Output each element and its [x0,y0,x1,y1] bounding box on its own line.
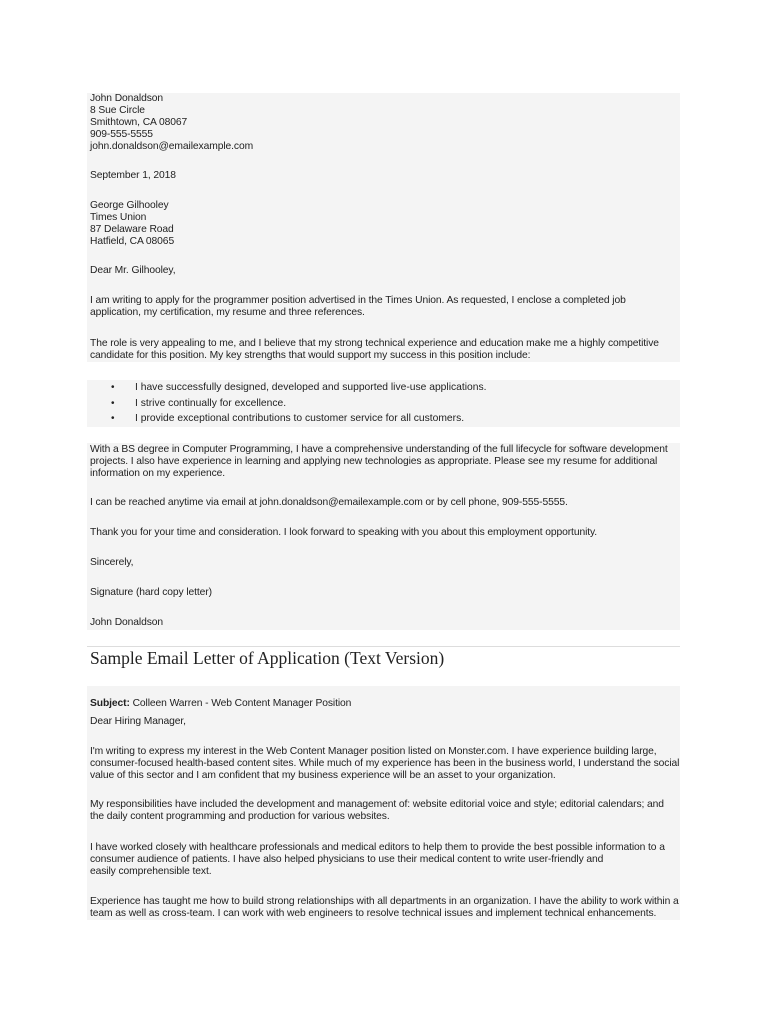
email-salutation: Dear Hiring Manager, [90,716,186,727]
sender-name: John Donaldson [90,617,164,628]
sender-address: John Donaldson 8 Sue Circle Smithtown, CA 08067 909-555-5555 john.donaldson@emailexample.com [90,93,254,152]
signature-note: Signature (hard copy letter) [90,587,212,598]
strengths-list [111,380,486,427]
paragraph-thanks: Thank you for your time and consideration. I look forward to speaking with you about this employment opportunity. [90,527,598,538]
paragraph-contact: I can be reached anytime via email at john.donaldson@emailexample.com or by cell phone, 909-555-5555. [90,497,568,508]
paragraph-intro: I am writing to apply for the programmer position advertised in the Times Union. As requested, I enclose a completed job application, my certification, my resume and three references. [90,295,626,318]
letter-date: September 1, 2018 [90,170,176,181]
email-subject [90,686,682,710]
salutation: Dear Mr. Gilhooley, [90,265,176,276]
list-item: • I provide exceptional contributions to customer service for all customers. [111,411,486,427]
email-paragraph-interest: I'm writing to express my interest in the Web Content Manager position listed on Monster.com. I have experience building large, consumer-focused health-based content sites. While much of my experience has been in the business world, I understand the social value of this sector and I am confident that my business experience will be an asset to your organization. [90,746,680,781]
email-paragraph-responsibilities: My responsibilities have included the development and management of: website editorial voice and style; editorial calendars; and the daily content programming and production for various websites. [90,799,664,822]
list-item: • I strive continually for excellence. [111,396,486,412]
subject-label: Subject: [90,698,130,709]
paragraph-degree: With a BS degree in Computer Programming, I have a comprehensive understanding of the full lifecycle for software development projects. I also have experience in learning and applying new technologies as appropriate. Please see my resume for additional information on my experience. [90,444,668,479]
recipient-address: George Gilhooley Times Union 87 Delaware Road Hatfield, CA 08065 [90,200,175,247]
section-heading: Sample Email Letter of Application (Text Version) [90,648,445,668]
paragraph-role: The role is very appealing to me, and I believe that my strong technical experience and education make me a highly competitive candidate for this position. My key strengths that would support my success in this position include: [90,338,659,361]
list-item: • I have successfully designed, developed and supported live-use applications. [111,380,486,396]
email-paragraph-experience: Experience has taught me how to build strong relationships with all departments in an organization. I have the ability to work within a team as well as cross-team. I can work with web engineers to resolve technical issues and implement technical enhancements. [90,896,679,919]
section-divider [87,646,680,647]
subject-value: Colleen Warren - Web Content Manager Position [129,698,352,709]
closing: Sincerely, [90,557,134,568]
email-paragraph-healthcare: I have worked closely with healthcare professionals and medical editors to help them to provide the best possible information to a consumer audience of patients. I have also helped physicians to use their medical content to write user-friendly and easily comprehensible text. [90,842,665,877]
